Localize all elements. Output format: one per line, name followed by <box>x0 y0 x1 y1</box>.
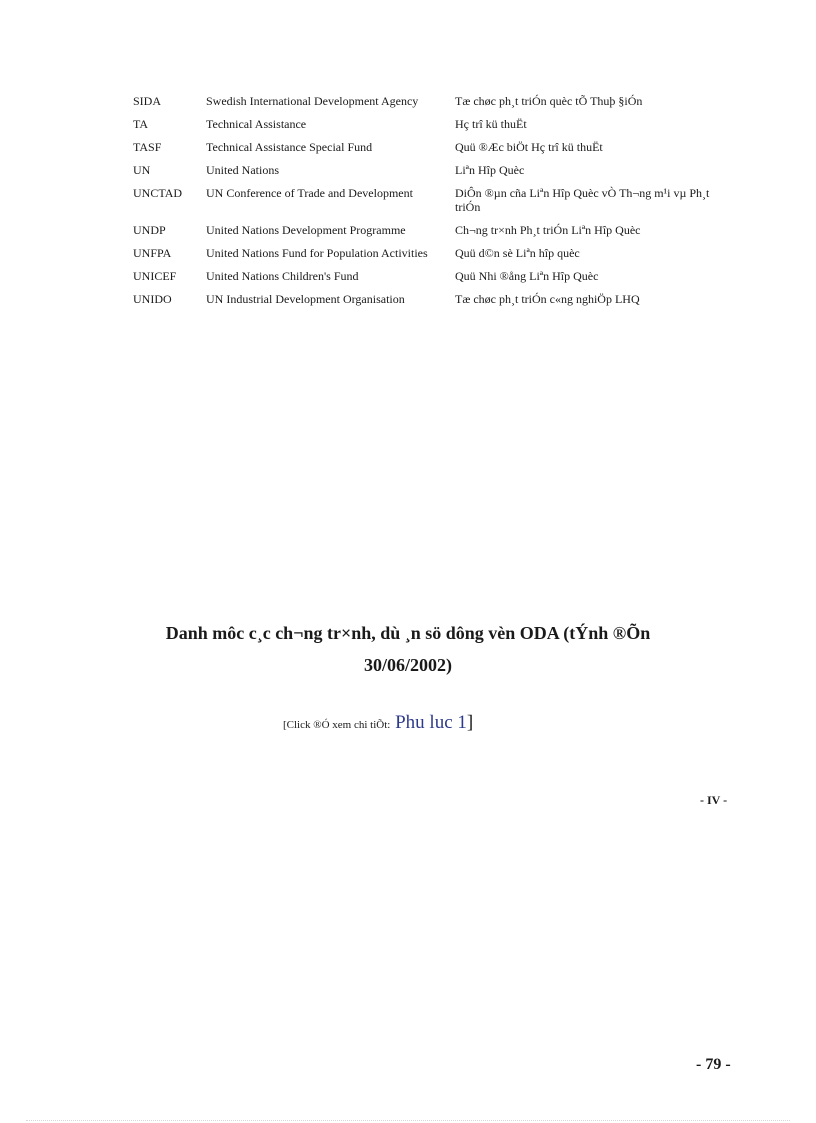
section-heading-line-2: 30/06/2002) <box>364 655 452 675</box>
appendix-link[interactable]: Phu luc 1 <box>395 712 467 733</box>
abbreviation-vietnamese: Quü ®Æc biÖt Hç trî kü thuËt <box>455 140 603 154</box>
abbreviation-english: UN Industrial Development Organisation <box>206 292 405 306</box>
abbreviation-code: UNFPA <box>133 246 172 260</box>
abbreviation-vietnamese: Quü Nhi ®ång Liªn Hîp Quèc <box>455 269 599 283</box>
abbreviation-code: UNICEF <box>133 269 177 283</box>
abbreviation-vietnamese: Liªn Hîp Quèc <box>455 163 525 177</box>
abbreviation-row <box>133 117 733 140</box>
abbreviation-vietnamese: Quü d©n sè Liªn hîp quèc <box>455 246 580 260</box>
abbreviation-code: UNIDO <box>133 292 172 306</box>
abbreviation-row <box>133 186 733 223</box>
abbreviation-english: Technical Assistance <box>206 117 307 131</box>
abbreviation-code: UNDP <box>133 223 166 237</box>
abbreviation-table-body <box>133 94 733 315</box>
page-bottom-border <box>26 1120 790 1121</box>
abbreviation-row <box>133 94 733 117</box>
abbreviation-code: UN <box>133 163 151 177</box>
abbreviation-code: TA <box>133 117 149 131</box>
abbreviation-vietnamese: Hç trî kü thuËt <box>455 117 527 131</box>
abbreviation-english: United Nations Development Programme <box>206 223 406 237</box>
abbreviation-table <box>133 94 733 315</box>
abbreviation-row <box>133 163 733 186</box>
appendix-link-prefix: [Click ®Ó xem chi tiÕt: <box>283 719 391 731</box>
appendix-link-line <box>283 712 473 734</box>
abbreviation-english: UN Conference of Trade and Development <box>206 186 413 200</box>
abbreviation-english: Swedish International Development Agency <box>206 94 419 108</box>
abbreviation-english: United Nations <box>206 163 279 177</box>
abbreviation-row <box>133 140 733 163</box>
abbreviation-code: UNCTAD <box>133 186 183 200</box>
abbreviation-english: Technical Assistance Special Fund <box>206 140 373 154</box>
abbreviation-vietnamese: Tæ chøc ph¸t triÓn quèc tÕ Thuþ §iÓn <box>455 94 643 108</box>
section-heading-line-1: Danh môc c¸c ch¬ng tr×nh, dù ¸n sö dông vèn ODA (tÝnh ®Õn <box>165 623 651 643</box>
section-heading <box>120 617 696 681</box>
abbreviation-vietnamese: Ch¬ng tr×nh Ph¸t triÓn Liªn Hîp Quèc <box>455 223 641 237</box>
abbreviation-code: TASF <box>133 140 162 154</box>
roman-page-marker: - IV - <box>700 793 728 807</box>
abbreviation-english: United Nations Children's Fund <box>206 269 359 283</box>
abbreviation-vietnamese: Tæ chøc ph¸t triÓn c«ng nghiÖp LHQ <box>455 292 640 306</box>
abbreviation-row <box>133 223 733 246</box>
abbreviation-row <box>133 292 733 315</box>
abbreviation-row <box>133 246 733 269</box>
page-number: - 79 - <box>696 1056 731 1073</box>
abbreviation-code: SIDA <box>133 94 162 108</box>
abbreviation-english: United Nations Fund for Population Activities <box>206 246 428 260</box>
abbreviation-row <box>133 269 733 292</box>
appendix-link-suffix: ] <box>466 712 474 733</box>
abbreviation-vietnamese: DiÔn ®µn cña Liªn Hîp Quèc vÒ Th¬ng m¹i vµ Ph¸t triÓn <box>455 186 710 214</box>
